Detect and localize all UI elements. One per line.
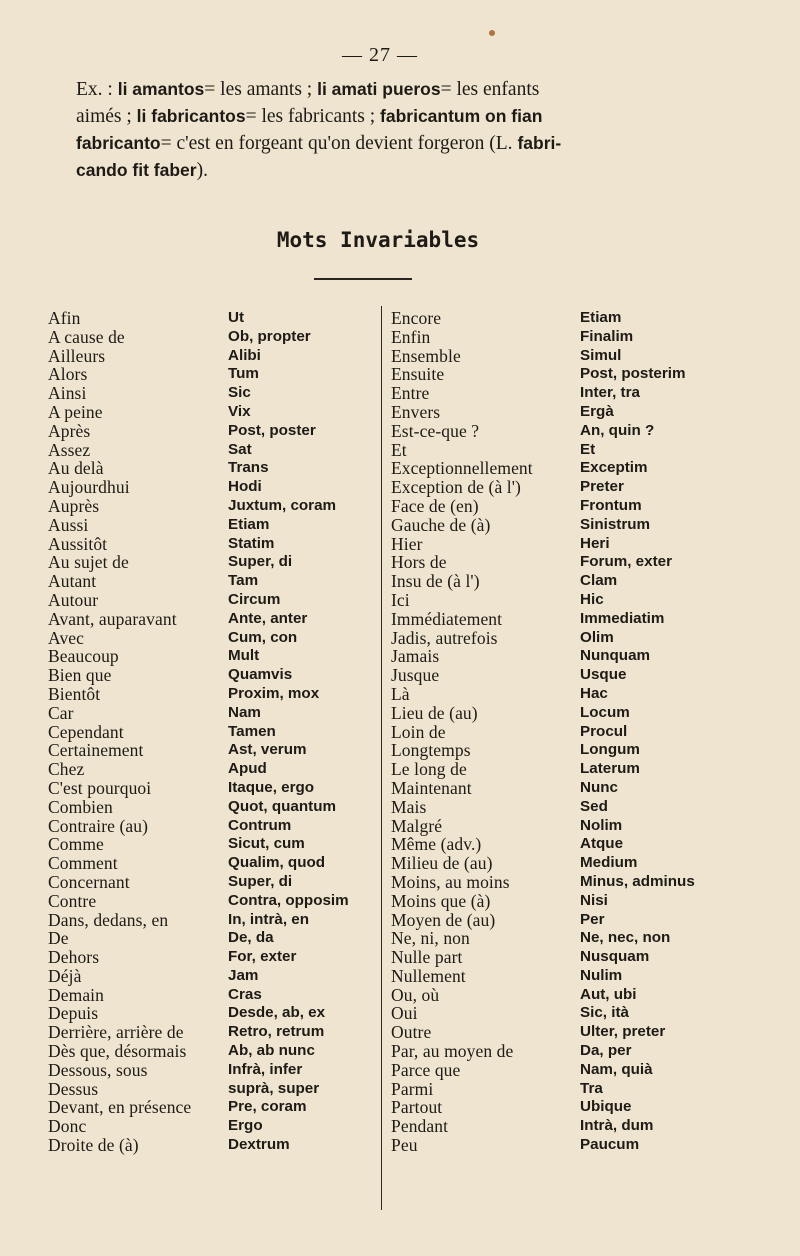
latin-word: Heri [580,534,610,552]
french-word: Ici [391,589,410,610]
latin-word: Dextrum [228,1136,290,1154]
french-word: Aussi [48,514,89,535]
latin-word: Nisi [580,891,608,909]
latin-word: Finalim [580,327,634,345]
french-word: Parmi [391,1078,434,1099]
french-word: Alors [48,364,88,385]
french-word: Afin [48,308,81,328]
latin-word: De, da [228,929,274,947]
latin-word: Laterum [580,760,640,778]
latin-word: Super, di [228,553,293,571]
french-word: Beaucoup [48,646,119,667]
french-word: Après [48,420,91,441]
french-word: Oui [391,1003,418,1024]
latin-word: Preter [580,478,624,496]
latin-term: li amati pueros [317,79,441,99]
french-word: Partout [391,1097,443,1118]
french-word: Enfin [391,326,431,347]
french-word: Exception de (à l') [391,477,521,498]
latin-word: Post, poster [228,421,316,439]
french-word: Insu de (à l') [391,571,480,592]
latin-word: Jam [228,966,259,984]
french-word: Par, au moyen de [391,1041,514,1062]
french-word: Nulle part [391,947,463,968]
latin-word: Nulim [580,966,623,984]
latin-word: Tamen [228,722,276,740]
latin-term: fabricantum on fian [380,106,543,126]
latin-word: Trans [228,459,269,477]
french-word: Moins que (à) [391,890,491,911]
latin-word: Nolim [580,816,623,834]
french-word: Dès que, désormais [48,1041,187,1062]
french-word: Avant, auparavant [48,608,177,629]
french-word: Mais [391,796,427,817]
latin-word: Ast, verum [228,741,307,759]
latin-word: Itaque, ergo [228,778,315,796]
french-word: Dessous, sous [48,1059,148,1080]
latin-word: Cum, con [228,628,298,646]
latin-word: Sic [228,384,251,402]
french-word: Bien que [48,665,112,686]
latin-word: Nusquam [580,948,650,966]
latin-word: Retro, retrum [228,1023,325,1041]
french-word: Concernant [48,871,130,892]
latin-word: Ne, nec, non [580,929,671,947]
french-word: Loin de [391,721,446,742]
latin-word: Contra, opposim [228,891,349,909]
latin-word: Apud [228,760,267,778]
latin-word: Pre, coram [228,1098,307,1116]
french-word: Aujourdhui [48,477,130,498]
french-word: Nullement [391,965,466,986]
french-word: Devant, en présence [48,1097,192,1118]
title-underline [314,278,412,280]
french-word: Ou, où [391,984,440,1005]
french-word: Comment [48,853,118,874]
french-word: Avec [48,627,85,648]
latin-term: fabri- [517,133,562,153]
french-word: Jusque [391,665,440,686]
latin-word: Et [580,440,596,458]
example-line-1: Ex. : li amantos= les amants ; li amati pueros= les enfants [76,79,540,100]
french-word: Exceptionnellement [391,458,533,479]
french-word: Au delà [48,458,104,479]
french-word: Le long de [391,759,467,780]
french-word: Hier [391,533,423,554]
french-word: Dessus [48,1078,99,1099]
latin-word: Sicut, cum [228,835,305,853]
french-word: Aussitôt [48,533,108,554]
french-word: A cause de [48,326,125,347]
french-word: Derrière, arrière de [48,1022,184,1043]
latin-word: Ulter, preter [580,1023,666,1041]
french-word: Malgré [391,815,443,836]
latin-word: Procul [580,722,628,740]
french-word: Cependant [48,721,124,742]
latin-word: Etiam [228,515,270,533]
latin-word: Vix [228,402,251,420]
french-word: Même (adv.) [391,834,482,855]
latin-word: Super, di [228,872,293,890]
latin-word-list-left [228,309,349,1155]
french-word: Longtemps [391,740,471,761]
french-word: Comme [48,834,104,855]
french-word: Bientôt [48,683,101,704]
latin-word: Frontum [580,496,642,514]
latin-word: Juxtum, coram [228,496,337,514]
page-number: — 27 — [342,44,418,66]
latin-word: Desde, ab, ex [228,1004,326,1022]
french-word: Donc [48,1116,87,1137]
french-word: De [48,928,69,949]
ink-spot [489,30,495,36]
latin-word: Contrum [228,816,292,834]
latin-word: Hodi [228,478,262,496]
latin-word: Infrà, infer [228,1060,303,1078]
french-word: Contraire (au) [48,815,149,836]
latin-word: Simul [580,346,622,364]
latin-word: Longum [580,741,640,759]
french-word: Assez [48,439,91,460]
latin-word: Sat [228,440,252,458]
latin-word-list-right [580,309,695,1155]
french-word-list-left [48,309,191,1155]
french-word: Chez [48,759,85,780]
french-word: Ainsi [48,383,87,404]
latin-word: Tam [228,572,259,590]
latin-word: Nam, quià [580,1060,653,1078]
french-word: Encore [391,308,442,328]
latin-word: Locum [580,703,630,721]
french-word: Ne, ni, non [391,928,470,949]
latin-word: Minus, adminus [580,872,695,890]
latin-word: Qualim, quod [228,854,326,872]
french-word: Est-ce-que ? [391,420,480,441]
section-title: Mots Invariables [276,228,480,252]
latin-word: Sed [580,797,608,815]
example-line-4: cando fit faber). [76,160,208,181]
french-word: Déjà [48,965,82,986]
french-word: Autant [48,571,97,592]
french-word: Au sujet de [48,552,129,573]
latin-word: Clam [580,572,618,590]
latin-word: Ergà [580,402,614,420]
latin-word: Da, per [580,1042,632,1060]
french-word: Autour [48,589,99,610]
latin-word: Ab, ab nunc [228,1042,315,1060]
example-line-2: aimés ; li fabricantos= les fabricants ; fabricantum on fian [76,106,543,127]
latin-word: Atque [580,835,624,853]
french-word: Là [391,683,410,704]
example-line-3: fabricanto= c'est en forgeant qu'on devient forgeron (L. fabri- [76,133,562,154]
latin-word: Inter, tra [580,384,640,402]
column-divider [381,306,382,1210]
french-word: Maintenant [391,777,472,798]
latin-word: In, intrà, en [228,910,310,928]
latin-word: Post, posterim [580,365,686,383]
french-word: Depuis [48,1003,99,1024]
latin-word: Ob, propter [228,327,311,345]
french-word: Ensemble [391,345,461,366]
french-word: Demain [48,984,104,1005]
french-word-list-right [391,309,533,1155]
french-word: A peine [48,401,103,422]
french-word: C'est pourquoi [48,777,152,798]
example-paragraph [76,76,726,184]
latin-word: Nam [228,703,261,721]
latin-word: An, quin ? [580,421,655,439]
french-word: Ensuite [391,364,445,385]
latin-word: Nunquam [580,647,651,665]
latin-word: Hac [580,684,608,702]
french-word: Droite de (à) [48,1135,139,1156]
latin-word: Immediatim [580,609,665,627]
latin-term: cando fit faber [76,160,197,180]
latin-word: Cras [228,985,262,1003]
latin-term: li fabricantos [136,106,246,126]
latin-word: Sinistrum [580,515,651,533]
french-word: Moyen de (au) [391,909,496,930]
french-word: Ailleurs [48,345,106,366]
latin-word: Alibi [228,346,261,364]
latin-word: Ante, anter [228,609,308,627]
french-word: Envers [391,401,441,422]
latin-word: For, exter [228,948,297,966]
french-word: Entre [391,383,430,404]
latin-word: Nunc [580,778,618,796]
latin-word: Per [580,910,605,928]
latin-word: Tra [580,1079,603,1097]
french-word: Jamais [391,646,440,667]
french-word: Dans, dedans, en [48,909,169,930]
french-word: Gauche de (à) [391,514,491,535]
french-word: Outre [391,1022,432,1043]
latin-word: Circum [228,590,281,608]
french-word: Dehors [48,947,100,968]
latin-word: Exceptim [580,459,648,477]
latin-word: Usque [580,666,627,684]
latin-word: Ut [228,309,245,326]
french-word: Lieu de (au) [391,702,478,723]
french-word: Pendant [391,1116,449,1137]
french-word: Certainement [48,740,144,761]
french-word: Milieu de (au) [391,853,493,874]
latin-word: Proxim, mox [228,684,320,702]
french-word: Jadis, autrefois [391,627,498,648]
french-word: Parce que [391,1059,461,1080]
latin-word: Aut, ubi [580,985,637,1003]
french-word: Face de (en) [391,495,479,516]
french-word: Immédiatement [391,608,503,629]
latin-term: fabricanto [76,133,161,153]
latin-word: Statim [228,534,275,552]
latin-word: Hic [580,590,604,608]
french-word: Moins, au moins [391,871,510,892]
french-word: Auprès [48,495,100,516]
latin-word: Paucum [580,1136,640,1154]
latin-word: suprà, super [228,1079,320,1097]
french-word: Hors de [391,552,447,573]
latin-term: li amantos [117,79,205,99]
latin-word: Medium [580,854,638,872]
latin-word: Tum [228,365,259,383]
latin-word: Etiam [580,309,622,326]
latin-word: Olim [580,628,614,646]
latin-word: Quamvis [228,666,293,684]
latin-word: Mult [228,647,260,665]
latin-word: Sic, ità [580,1004,629,1022]
french-word: Et [391,439,407,460]
latin-word: Ubique [580,1098,632,1116]
french-word: Combien [48,796,113,817]
latin-word: Quot, quantum [228,797,336,815]
french-word: Car [48,702,74,723]
latin-word: Ergo [228,1117,263,1135]
latin-word: Intrà, dum [580,1117,654,1135]
latin-word: Forum, exter [580,553,672,571]
french-word: Peu [391,1135,418,1156]
french-word: Contre [48,890,97,911]
